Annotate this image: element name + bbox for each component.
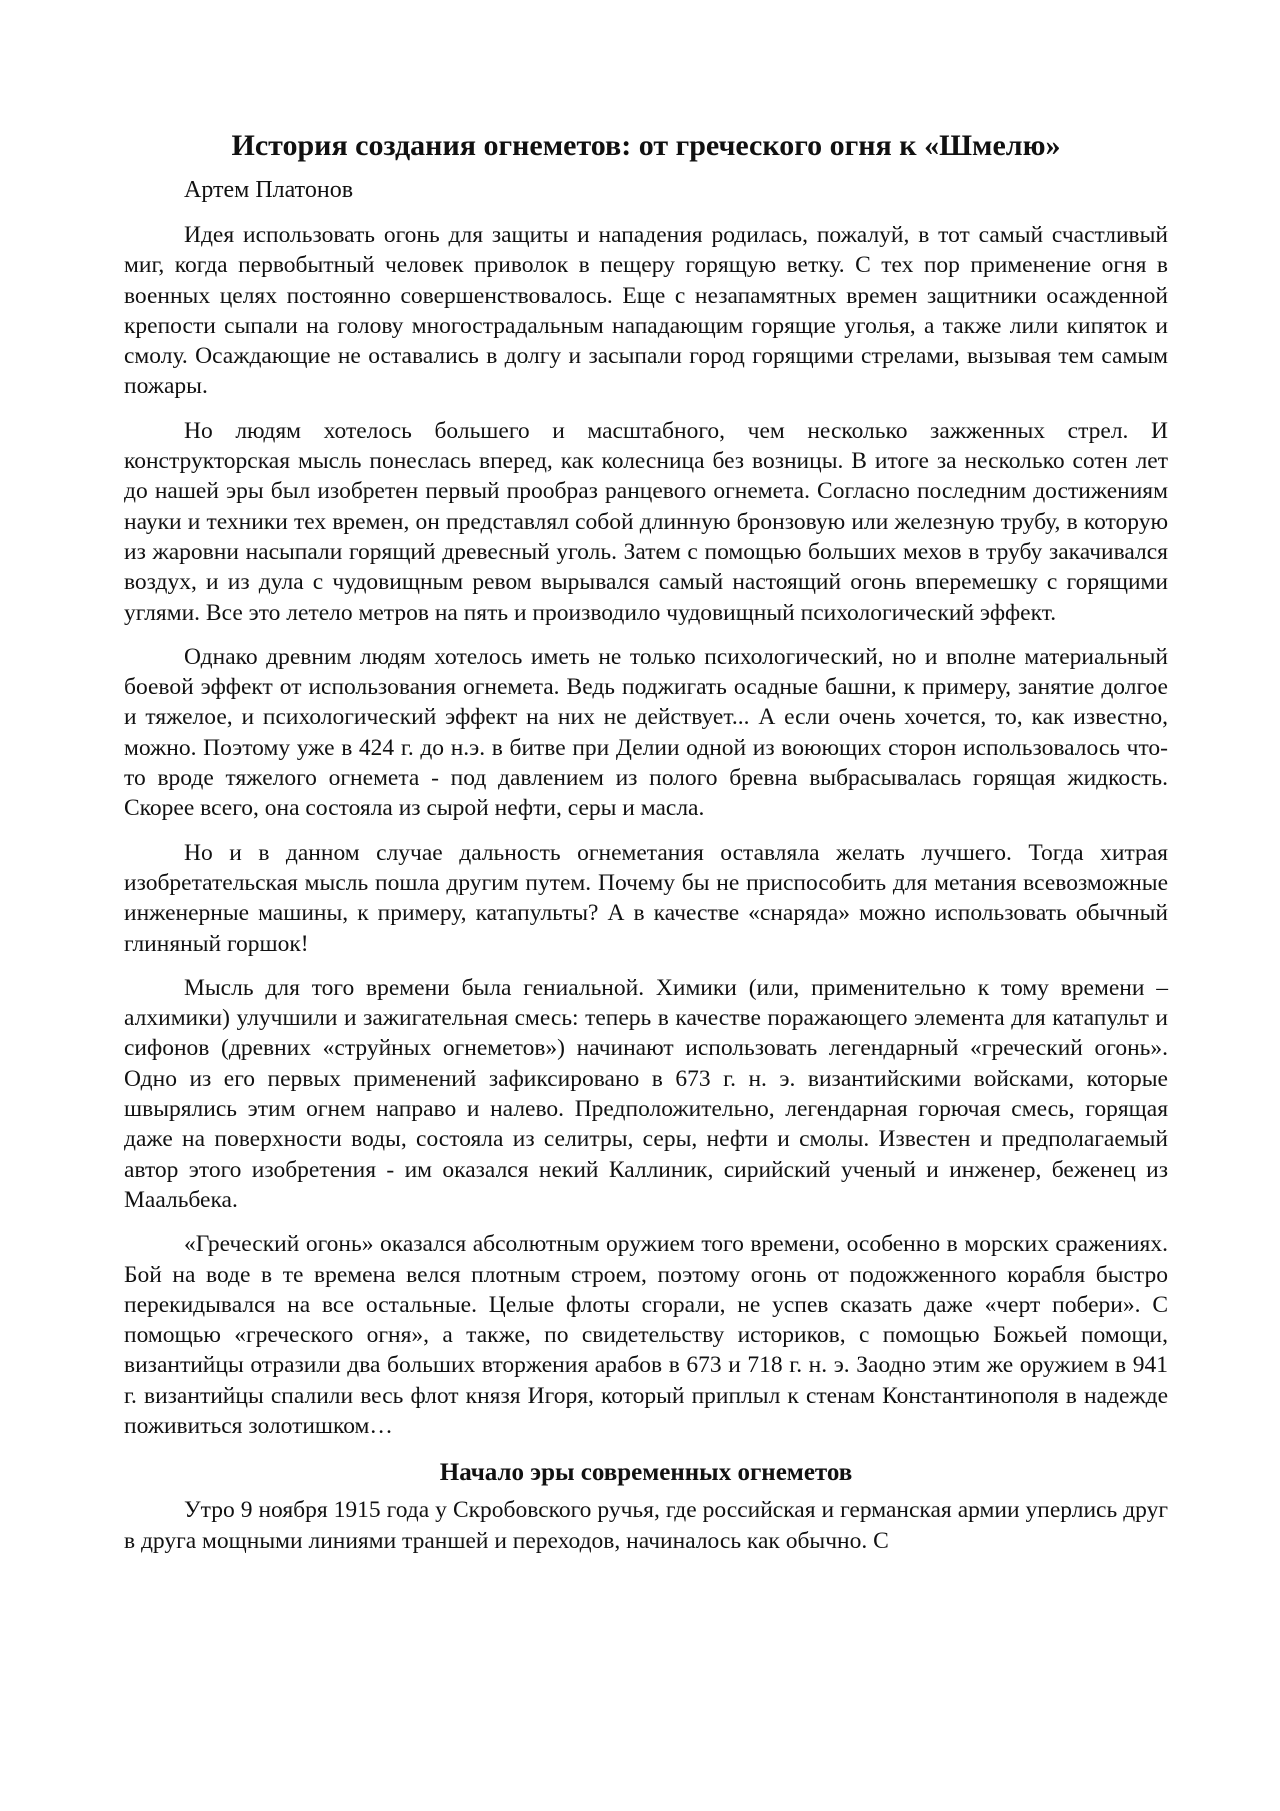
paragraph-2: Но людям хотелось большего и масштабного, чем несколько зажженных стрел. И конструкторская мысль понеслась вперед, как колесница без возницы. В итоге за несколько сотен лет до нашей эры был изобретен первый прообраз ранцевого огнемета. Согласно последним достижениям науки и техники тех времен, он представлял собой длинную бронзовую или железную трубу, в которую из жаровни насыпали горящий древесный уголь. Затем с помощью больших мехов в трубу закачивался воздух, и из дула с чудовищным ревом вырывался самый настоящий огонь вперемешку с горящими углями. Все это летело метров на пять и производило чудовищный психологический эффект.: [124, 417, 1168, 626]
article-title: История создания огнеметов: от греческого огня к «Шмелю»: [231, 129, 1061, 162]
paragraph-4: Но и в данном случае дальность огнеметания оставляла желать лучшего. Тогда хитрая изобретательская мысль пошла другим путем. Почему бы не приспособить для метания всевозможные инженерные машины, к примеру, катапульты? А в качестве «снаряда» можно использовать обычный глиняный горшок!: [124, 839, 1168, 957]
article-body: [124, 126, 1168, 1570]
section-heading: Начало эры современных огнеметов: [439, 1459, 853, 1487]
paragraph-3: Однако древним людям хотелось иметь не только психологический, но и вполне материальный боевой эффект от использования огнемета. Ведь поджигать осадные башни, к примеру, занятие долгое и тяжелое, и психологический эффект на них не действует... А если очень хочется, то, как известно, можно. Поэтому уже в 424 г. до н.э. в битве при Делии одной из воюющих сторон использовалось что-то вроде тяжелого огнемета - под давлением из полого бревна выбрасывалась горящая жидкость. Скорее всего, она состояла из сырой нефти, серы и масла.: [124, 643, 1168, 822]
paragraph-6: «Греческий огонь» оказался абсолютным оружием того времени, особенно в морских сражениях. Бой на воде в те времена велся плотным строем, поэтому огонь от подожженного корабля быстро перекидывался на все остальные. Целые флоты сгорали, не успев сказать даже «черт побери». С помощью «греческого огня», а также, по свидетельству историков, с помощью Божьей помощи, византийцы отразили два больших вторжения арабов в 673 и 718 г. н. э. Заодно этим же оружием в 941 г. византийцы спалили весь флот князя Игоря, который приплыл к стенам Константинополя в надежде поживиться золотишком…: [124, 1231, 1168, 1439]
paragraph-5: Мысль для того времени была гениальной. Химики (или, применительно к тому времени – алхимики) улучшили и зажигательная смесь: теперь в качестве поражающего элемента для катапульт и сифонов (древних «струйных огнеметов») начинают использовать легендарный «греческий огонь». Одно из его первых применений зафиксировано в 673 г. н. э. византийскими войсками, которые швырялись этим огнем направо и налево. Предположительно, легендарная горючая смесь, горящая даже на поверхности воды, состояла из селитры, серы, нефти и смолы. Известен и предполагаемый автор этого изобретения - им оказался некий Каллиник, сирийский ученый и инженер, беженец из Маальбека.: [124, 974, 1168, 1213]
article-author: Артем Платонов: [184, 177, 354, 203]
paragraph-1: Идея использовать огонь для защиты и нападения родилась, пожалуй, в тот самый счастливый миг, когда первобытный человек приволок в пещеру горящую ветку. С тех пор применение огня в военных целях постоянно совершенствовалось. Еще с незапамятных времен защитники осажденной крепости сыпали на голову многострадальным нападающим горящие уголья, а также лили кипяток и смолу. Осаждающие не оставались в долгу и засыпали город горящими стрелами, вызывая тем самым пожары.: [124, 222, 1168, 400]
section-paragraph: Утро 9 ноября 1915 года у Скробовского ручья, где российская и германская армии уперлись друг в друга мощными линиями траншей и переходов, начиналось как обычно. С: [124, 1497, 1168, 1554]
